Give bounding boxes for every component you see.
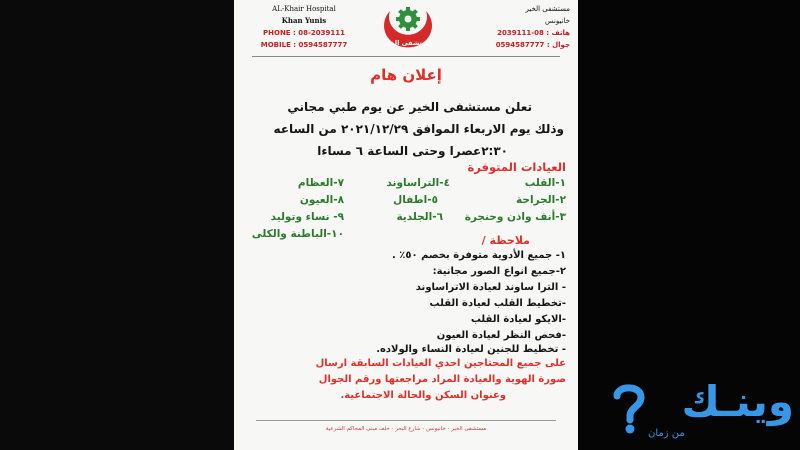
clinic-item: ٤-التراساوند [386, 177, 450, 189]
footer-divider [256, 420, 556, 421]
announcement-document [234, 0, 578, 450]
note-item: -فحص النظر لعيادة العيون [436, 330, 566, 341]
city-en: Khan Yunis [281, 16, 327, 25]
site-watermark [608, 372, 794, 450]
city-ar: خانيونس [544, 17, 570, 25]
clinic-item: ٦-الجلدية [396, 211, 443, 223]
note-item: ١- جميع الأدوية متوفرة بخصم ٥٠٪ . [391, 250, 566, 261]
closing-line: على جميع المحتاجين احدي العيادات السابقة ارسال [315, 358, 566, 369]
clinic-item: ٨-العيون [299, 194, 344, 206]
watermark-subtitle: من زمان [648, 428, 685, 439]
left-dark-margin [0, 0, 234, 450]
intro-line-3: ٢:٣٠عصرا وحتى الساعة ٦ مساءا [317, 144, 508, 158]
announcement-title: إعلان هام [370, 66, 442, 84]
note-item: - الترا ساوند لعيادة الاتراساوند [415, 282, 566, 293]
note-item: - تخطيط للجنين لعيادة النساء والولاده. [376, 344, 566, 355]
logo-text: مستشفى الخير [383, 39, 433, 47]
note-item: ٢-جميع انواع الصور مجانية: [432, 266, 566, 277]
mobile-ar: جوال : 0594587777 [495, 41, 570, 49]
hospital-name-en: AL-Khair Hospital [272, 5, 336, 13]
phone-en: PHONE : 08-2039111 [263, 29, 345, 37]
clinic-item: ١٠-الباطنة والكلى [251, 228, 344, 240]
closing-line: وعنوان السكن والحالة الاجتماعية. [340, 390, 506, 401]
footer-address: مستشفى الخير - خانيونس - شارع البحر - خلف مبنى المحاكم الشرعية [325, 426, 487, 432]
watermark-logo-text: وينـك [681, 377, 794, 426]
intro-line-1: تعلن مستشفى الخير عن يوم طبي مجاني [287, 100, 532, 114]
question-mark-icon [612, 382, 646, 434]
header-arabic [466, 3, 570, 51]
notes-heading: ملاحظة / [481, 234, 530, 247]
clinic-item: ٢-الجراحة [516, 194, 566, 206]
note-item: -تخطيط القلب لعيادة القلب [429, 298, 566, 309]
hospital-name-ar: مستشفى الخير [525, 5, 570, 13]
clinic-item: ٩- نساء وتوليد [270, 211, 344, 223]
clinic-item: ٧-العظام [297, 177, 344, 189]
clinic-item: ٥-اطفال [393, 194, 438, 206]
note-item: -الايكو لعيادة القلب [470, 314, 566, 325]
clinic-item: ١-القلب [524, 177, 566, 189]
hospital-logo-icon [380, 3, 436, 55]
clinics-heading: العيادات المتوفرة [467, 160, 566, 174]
header-divider [252, 56, 560, 57]
closing-line: صورة الهوية والعيادة المراد مراجعتها ورقم الجوال [318, 374, 566, 385]
mobile-en: MOBILE : 0594587777 [260, 41, 348, 49]
header-english [250, 3, 358, 51]
phone-ar: هاتف : 08-2039111 [497, 29, 570, 37]
clinic-item: ٣-أنف واذن وحنجرة [464, 211, 566, 223]
intro-line-2: وذلك يوم الاربعاء الموافق ٢٠٢١/١٢/٢٩ من الساعه [273, 122, 564, 136]
